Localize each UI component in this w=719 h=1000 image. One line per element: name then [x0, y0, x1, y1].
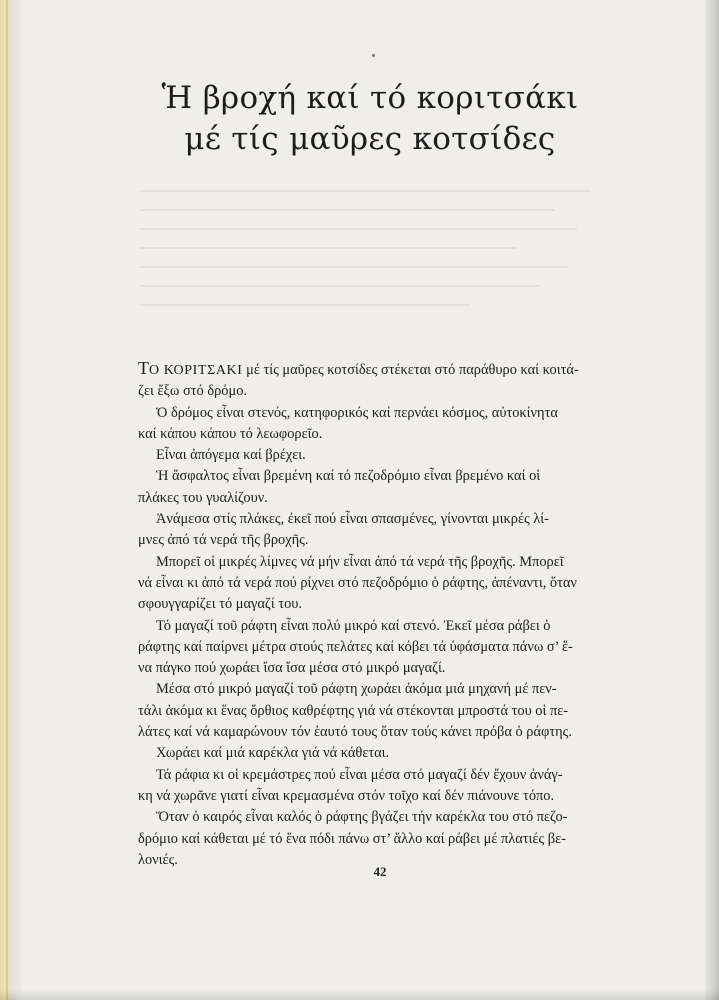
show-through-text [140, 190, 610, 350]
chapter-title-line-1: Ἡ βροχή καί τό κοριτσάκι [161, 80, 579, 116]
paragraph-1 [138, 381, 626, 402]
text-line: τάλι ἀκόμα κι ἕνας ὄρθιος καθρέφτης γιά νά στέκονται μπροστά του οἱ πε- [138, 702, 569, 719]
page-edge [705, 0, 719, 1000]
paragraph-5 [138, 509, 626, 552]
text-line: πλάκες του γυαλίζουν. [138, 489, 268, 506]
page-number: 42 [373, 864, 387, 879]
paragraph-10 [138, 765, 626, 808]
text-line: σφουγγαρίζει τό μαγαζί του. [138, 596, 303, 613]
text-line: δρόμιο καί κάθεται μέ τό ἕνα πόδι πάνω στ’ ἄλλο καί ράβει μέ πλατιές βε- [138, 830, 566, 847]
text-line: Ὅταν ὁ καιρός εἶναι καλός ὁ ράφτης βγάζει τήν καρέκλα του στό πεζο- [156, 809, 568, 826]
paragraph-2 [138, 403, 626, 446]
text-line: να πάγκο πού χωράει ἴσα ἴσα μέσα στό μικρό μαγαζί. [138, 660, 446, 677]
text-line: Ὁ δρόμος εἶναι στενός, κατηφορικός καί περνάει κόσμος, αὐτοκίνητα [156, 404, 558, 421]
text-line: Μπορεῖ οἱ μικρές λίμνες νά μήν εἶναι ἀπό τά νερά τῆς βροχῆς. Μπορεῖ [156, 553, 564, 570]
text-line: ζει ἔξω στό δρόμο. [138, 383, 247, 400]
text-line: λονιές. [138, 851, 178, 868]
paper-speck [372, 54, 375, 57]
page-shadow [0, 990, 719, 1000]
paragraph-9 [138, 743, 626, 764]
paragraph-4 [138, 466, 626, 509]
text-line: νά εἶναι κι ἀπό τά νερά πού ρίχνει στό πεζοδρόμιο ὁ ράφτης, ἀπέναντι, ὅταν [138, 574, 577, 591]
text-line: καί κάπου κάπου τό λεωφορεῖο. [138, 425, 323, 442]
paragraph-7 [138, 616, 626, 680]
text-line: Ἡ ἄσφαλτος εἶναι βρεμένη καί τό πεζοδρόμιο εἶναι βρεμένο καί οἱ [156, 468, 541, 485]
paragraph-6 [138, 552, 626, 616]
paragraph-8 [138, 679, 626, 743]
chapter-title [130, 78, 610, 160]
spine-edge [6, 0, 8, 1000]
text-line: μνες ἀπό τά νερά τῆς βροχῆς. [138, 532, 309, 549]
drop-cap: Τ [138, 358, 149, 378]
text-line: Εἶναι ἀπόγεμα καί βρέχει. [156, 447, 306, 464]
text-line: ράφτης καί παίρνει μέτρα στούς πελάτες καί κόβει τά ὑφάσματα πάνω σ’ ἕ- [138, 638, 573, 655]
paragraph-11 [138, 807, 626, 871]
body-text [138, 358, 626, 871]
text-line: κη νά χωρᾶνε γιατί εἶναι κρεμασμένα στόν τοῖχο καί δέν πιάνουνε τόπο. [138, 787, 555, 804]
text-line: Μέσα στό μικρό μαγαζί τοῦ ράφτη χωράει ἀκόμα μιά μηχανή μέ πεν- [156, 681, 557, 698]
text-line: Χωράει καί μιά καρέκλα γιά νά κάθεται. [156, 745, 390, 762]
opening-caps: Ο ΚΟΡΙΤΣΑΚΙ [149, 363, 243, 378]
book-spine [0, 0, 22, 1000]
paragraph-3 [138, 445, 626, 466]
text-line: Τό μαγαζί τοῦ ράφτη εἶναι πολύ μικρό καί στενό. Ἐκεῖ μέσα ράβει ὁ [156, 617, 551, 634]
text-line: λάτες καί νά καμαρώνουν τόν ἑαυτό τους ὅταν τούς κάνει πρόβα ὁ ράφτης. [138, 724, 572, 741]
text-line: Ἀνάμεσα στίς πλάκες, ἐκεῖ πού εἶναι σπασμένες, γίνονται μικρές λί- [156, 511, 549, 528]
opening-rest: μέ τίς μαῦρες κοτσίδες στέκεται στό παράθυρο καί κοιτά- [242, 362, 579, 378]
text-line: Τά ράφια κι οἱ κρεμάστρες πού εἶναι μέσα στό μαγαζί δέν ἔχουν ἀνάγ- [156, 766, 563, 783]
chapter-title-line-2: μέ τίς μαῦρες κοτσίδες [184, 121, 556, 157]
opening-line [138, 358, 626, 381]
